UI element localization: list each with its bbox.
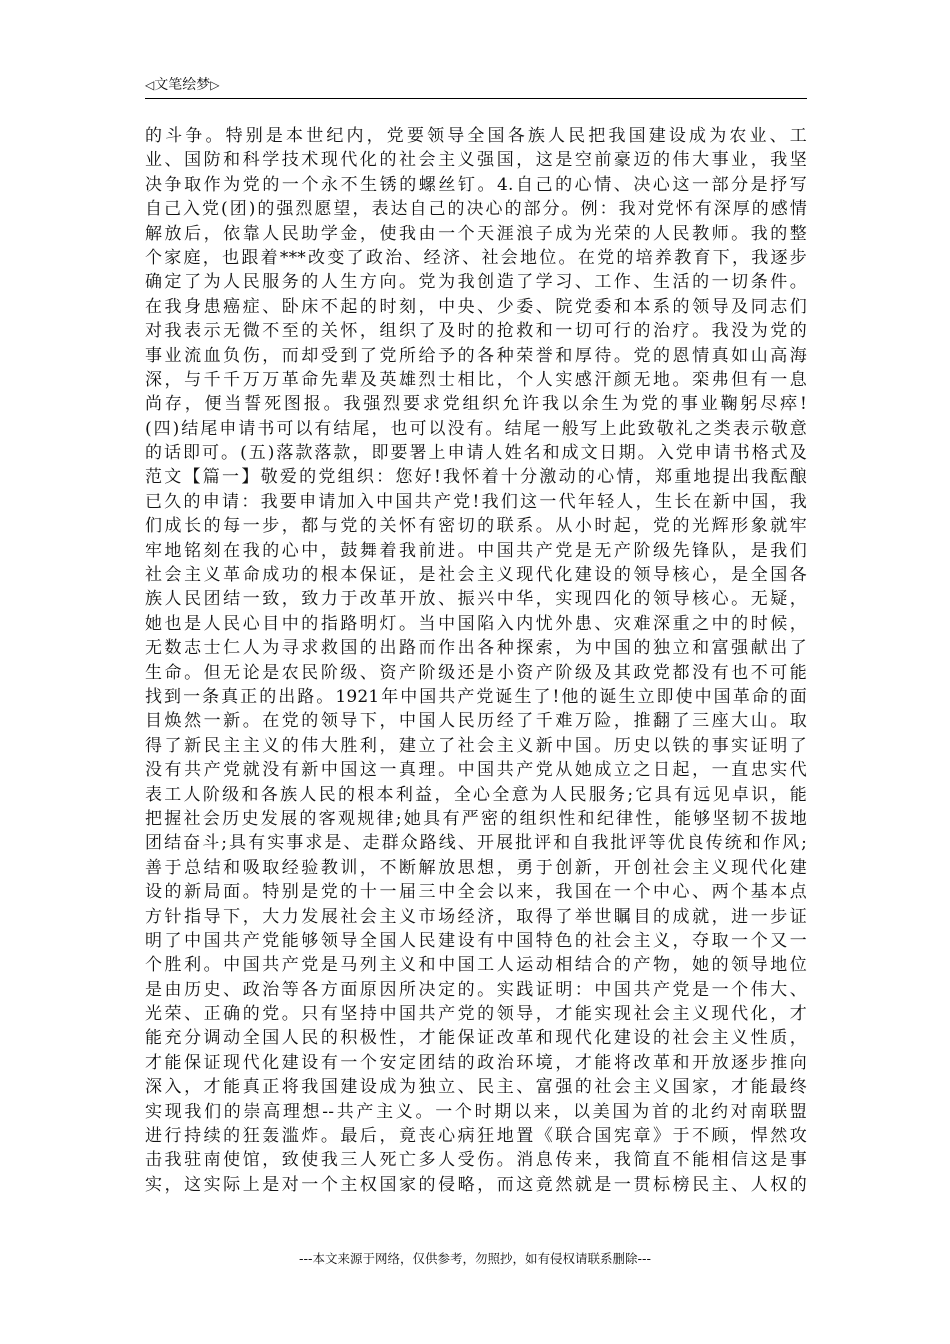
text-line: 尚存，便当誓死图报。我强烈要求党组织允许我以余生为党的事业鞠躬尽瘁!	[145, 394, 807, 415]
text-line: 光荣、正确的党。只有坚持中国共产党的领导，才能实现社会主义现代化，才	[145, 1004, 807, 1025]
header-logo	[145, 76, 219, 94]
text-line: 找到一条真正的出路。1921年中国共产党诞生了!他的诞生立即使中国革命的面	[145, 686, 807, 707]
text-line: 得了新民主主义的伟大胜利，建立了社会主义新中国。历史以铁的事实证明了	[145, 735, 807, 756]
text-line: 的话即可。(五)落款落款，即要署上申请人姓名和成文日期。入党申请书格式及	[145, 443, 807, 464]
text-line: 善于总结和吸取经验教训，不断解放思想，勇于创新，开创社会主义现代化建	[145, 857, 807, 878]
text-line: 已久的申请：我要申请加入中国共产党!我们这一代年轻人，生长在新中国，我	[145, 491, 807, 512]
text-line: 业、国防和科学技术现代化的社会主义强国，这是空前豪迈的伟大事业，我坚	[145, 150, 807, 171]
text-line: 范文【篇一】敬爱的党组织：您好!我怀着十分激动的心情，郑重地提出我酝酿	[145, 467, 807, 488]
triangle-right-icon: ▷	[210, 78, 220, 92]
text-line: 的斗争。特别是本世纪内，党要领导全国各族人民把我国建设成为农业、工	[145, 126, 807, 146]
text-line: 们成长的每一步，都与党的关怀有密切的联系。从小时起，党的光辉形象就牢	[145, 516, 807, 537]
text-line: 她也是人民心目中的指路明灯。当中国陷入内忧外患、灾难深重之中的时候，	[145, 613, 807, 634]
text-line: 是由历史、政治等各方面原因所决定的。实践证明：中国共产党是一个伟大、	[145, 979, 807, 1000]
text-line: 深，与千千万万革命先辈及英雄烈士相比，个人实感汗颜无地。栾弗但有一息	[145, 369, 807, 390]
text-line: 团结奋斗;具有实事求是、走群众路线、开展批评和自我批评等优良传统和作风;	[145, 833, 807, 854]
text-line: 解放后，依靠人民助学金，使我由一个天涯浪子成为光荣的人民教师。我的整	[145, 223, 807, 244]
text-line: 方针指导下，大力发展社会主义市场经济，取得了举世瞩目的成就，进一步证	[145, 906, 807, 927]
text-line: 自己入党(团)的强烈愿望，表达自己的决心的部分。例：我对党怀有深厚的感情	[145, 199, 807, 220]
text-line: 目焕然一新。在党的领导下，中国人民历经了千难万险，推翻了三座大山。取	[145, 711, 807, 732]
text-line: 确定了为人民服务的人生方向。党为我创造了学习、工作、生活的一切条件。	[145, 272, 807, 293]
document-body	[145, 124, 807, 1197]
page-footer: ---本文来源于网络，仅供参考，勿照抄，如有侵权请联系删除---	[298, 1251, 652, 1266]
text-line: 在我身患癌症、卧床不起的时刻，中央、少委、院党委和本系的领导及同志们	[145, 296, 807, 317]
text-line: 事业流血负伤，而却受到了党所给予的各种荣誉和厚待。党的恩情真如山高海	[145, 345, 807, 366]
text-line: 能充分调动全国人民的积极性，才能保证改革和现代化建设的社会主义性质，	[145, 1028, 807, 1049]
text-line: 深入，才能真正将我国建设成为独立、民主、富强的社会主义国家，才能最终	[145, 1077, 807, 1098]
text-line: 对我表示无微不至的关怀，组织了及时的抢救和一切可行的治疗。我没为党的	[145, 321, 807, 342]
text-line: 没有共产党就没有新中国这一真理。中国共产党从她成立之日起，一直忠实代	[145, 760, 807, 781]
page-header	[145, 74, 807, 99]
triangle-left-icon: ◁	[145, 78, 155, 92]
text-line: 个家庭，也跟着***改变了政治、经济、社会地位。在党的培养教育下，我逐步	[145, 247, 807, 268]
text-line: 设的新局面。特别是党的十一届三中全会以来，我国在一个中心、两个基本点	[145, 882, 807, 903]
header-logo-text: 文笔绘梦	[154, 77, 211, 93]
text-line: 实，这实际上是对一个主权国家的侵略，而这竟然就是一贯标榜民主、人权的	[145, 1174, 807, 1195]
text-line: 无数志士仁人为寻求救国的出路而作出各种探索，为中国的独立和富强献出了	[145, 638, 807, 659]
text-line: 把握社会历史发展的客观规律;她具有严密的组织性和纪律性，能够坚韧不拔地	[145, 808, 807, 829]
text-line: 才能保证现代化建设有一个安定团结的政治环境，才能将改革和开放逐步推向	[145, 1052, 807, 1073]
text-line: 社会主义革命成功的根本保证，是社会主义现代化建设的领导核心，是全国各	[145, 565, 807, 586]
text-line: 表工人阶级和各族人民的根本利益，全心全意为人民服务;它具有远见卓识，能	[145, 784, 807, 805]
text-line: 牢地铭刻在我的心中，鼓舞着我前进。中国共产党是无产阶级先锋队，是我们	[145, 540, 807, 561]
text-line: (四)结尾申请书可以有结尾，也可以没有。结尾一般写上此致敬礼之类表示敬意	[145, 418, 807, 439]
text-line: 族人民团结一致，致力于改革开放、振兴中华，实现四化的领导核心。无疑，	[145, 589, 807, 610]
text-line: 个胜利。中国共产党是马列主义和中国工人运动相结合的产物，她的领导地位	[145, 955, 807, 976]
text-line: 明了中国共产党能够领导全国人民建设有中国特色的社会主义，夺取一个又一	[145, 930, 807, 951]
text-line: 进行持续的狂轰滥炸。最后，竟丧心病狂地置《联合国宪章》于不顾，悍然攻	[145, 1126, 807, 1147]
text-line: 决争取作为党的一个永不生锈的螺丝钉。4.自己的心情、决心这一部分是抒写	[145, 174, 807, 195]
text-line: 实现我们的崇高理想--共产主义。一个时期以来，以美国为首的北约对南联盟	[145, 1101, 807, 1122]
text-line: 击我驻南使馆，致使我三人死亡多人受伤。消息传来，我简直不能相信这是事	[145, 1150, 807, 1171]
text-line: 生命。但无论是农民阶级、资产阶级还是小资产阶级及其政党都没有也不可能	[145, 662, 807, 683]
